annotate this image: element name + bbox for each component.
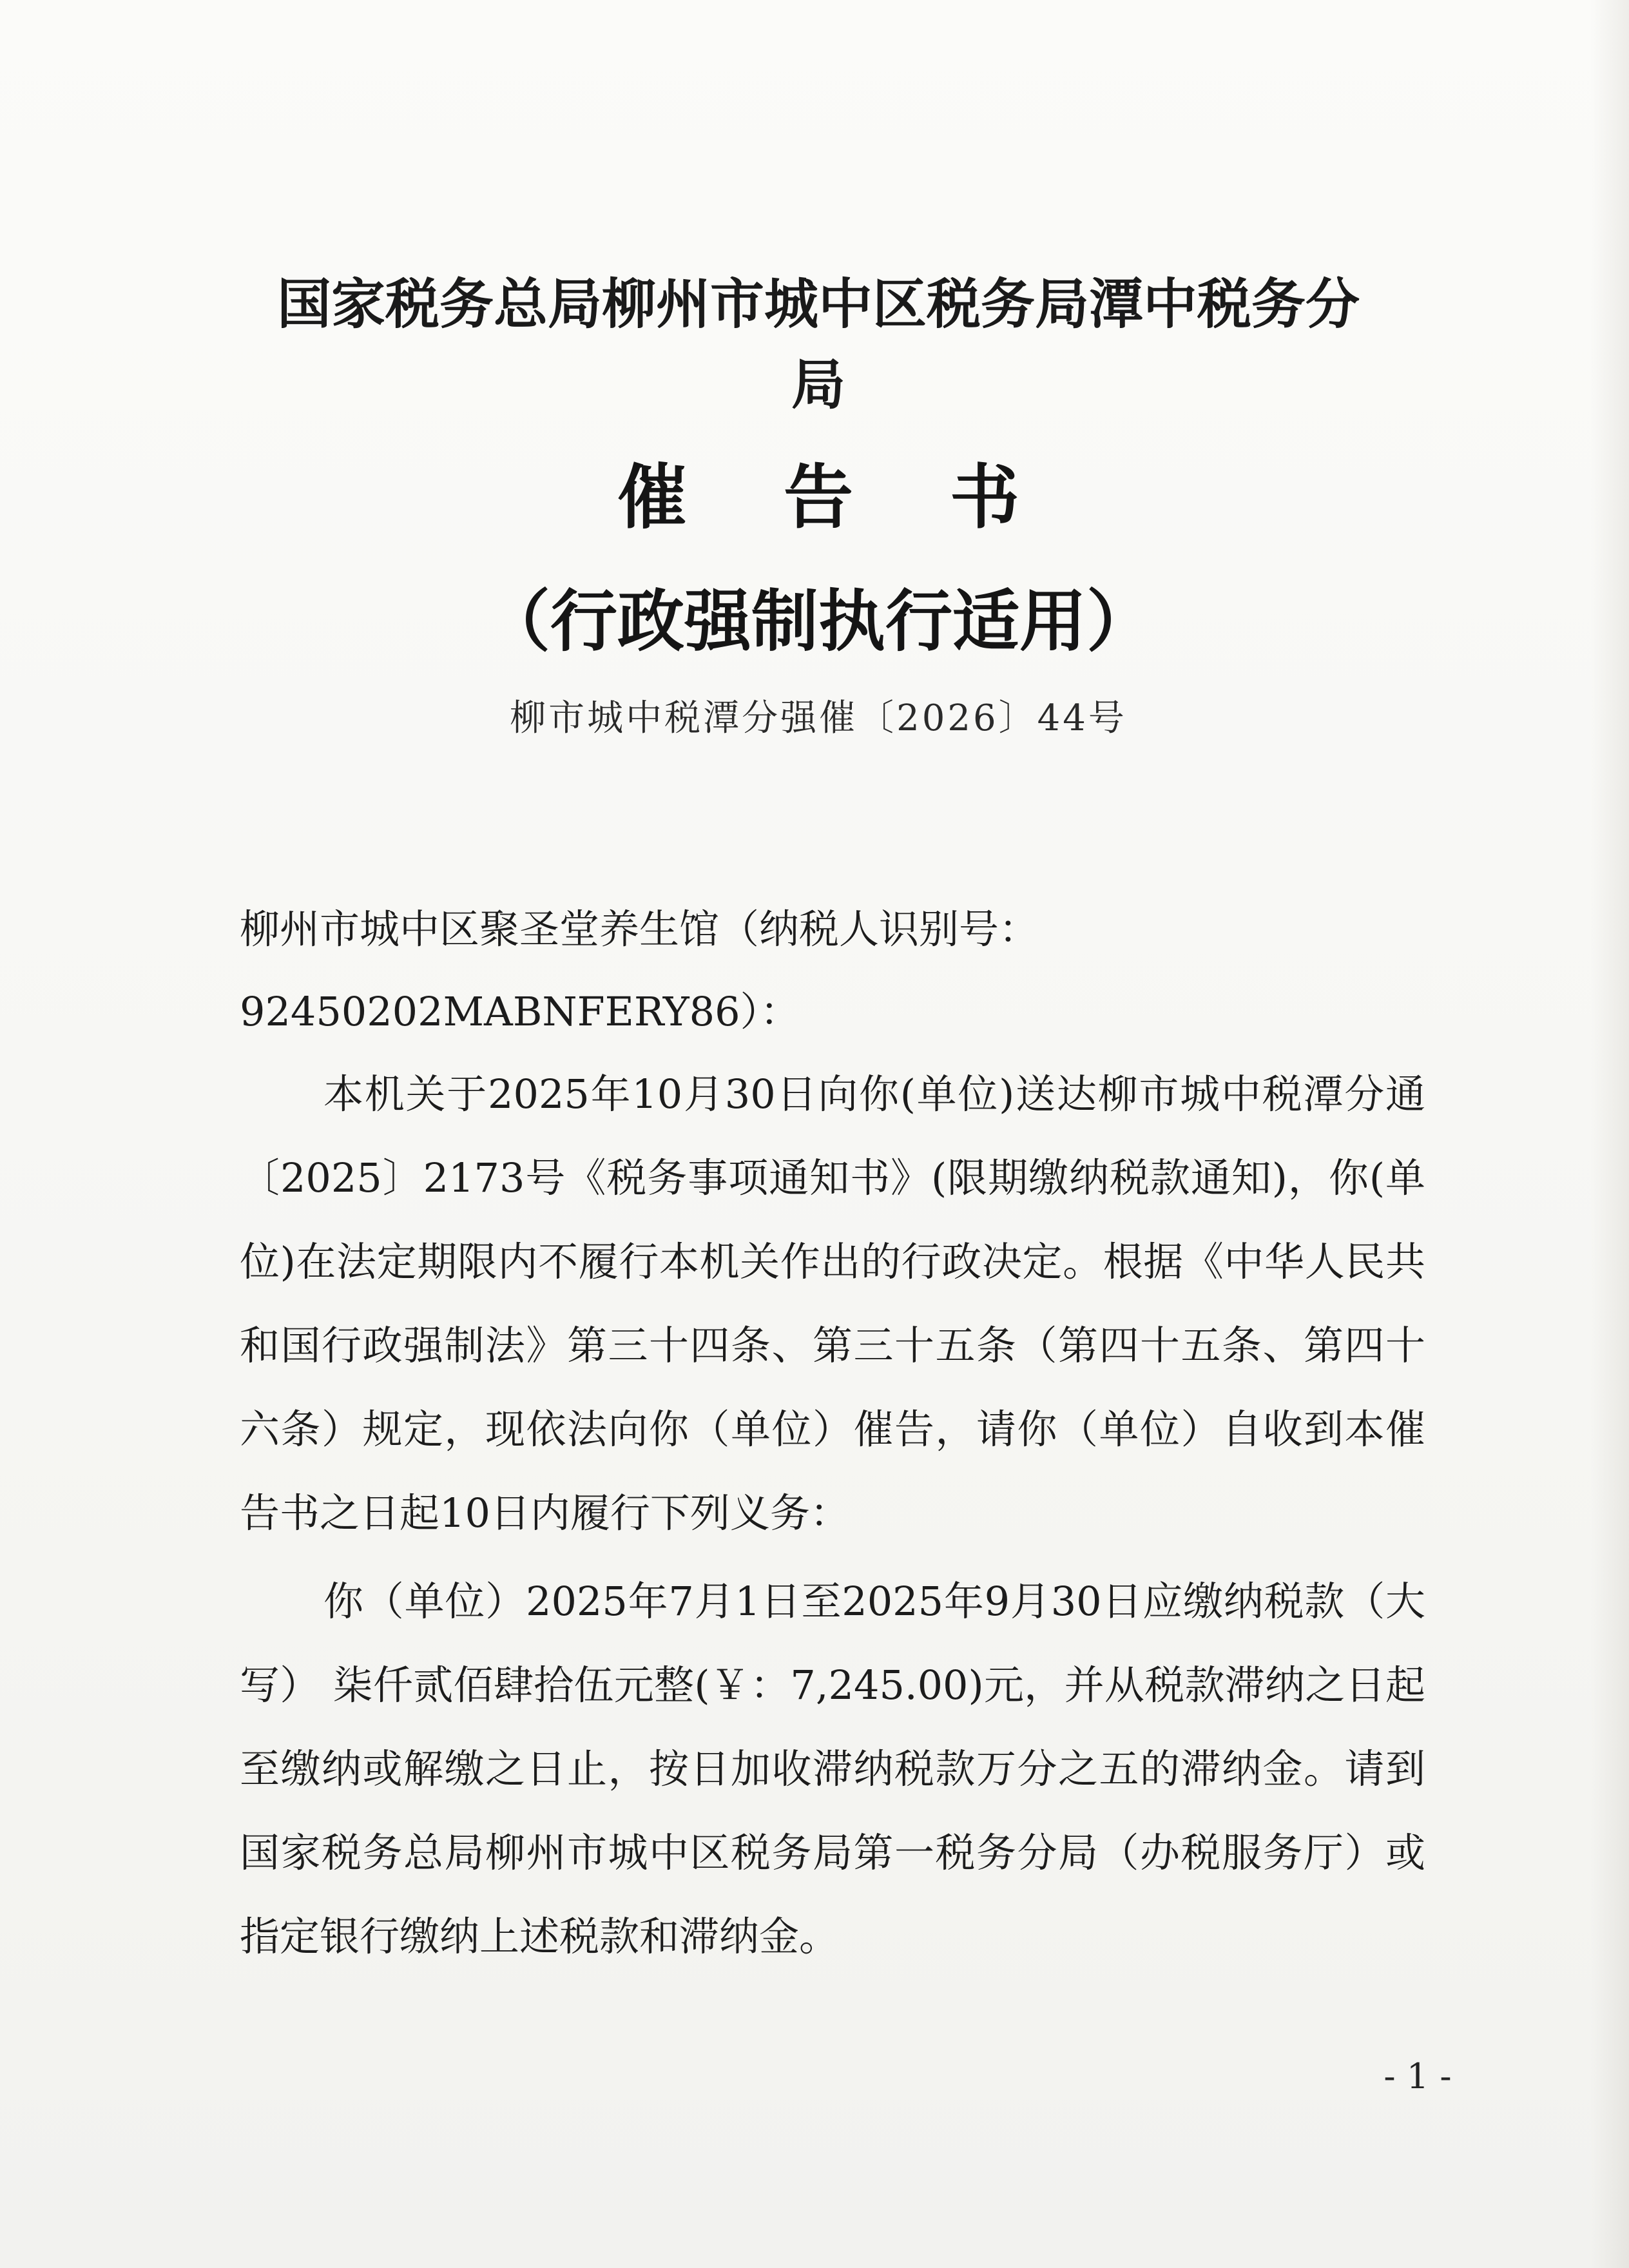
issuer-name-line2: 局: [791, 353, 845, 416]
document-title: 催告书: [617, 457, 1116, 538]
body-paragraph-2: 你（单位）2025年7月1日至2025年9月30日应缴纳税款（大写） 柒仟贰佰肆拾伍元整(￥：7,245.00)元，并从税款滞纳之日起至缴纳或解缴之日止，按日加收滞纳税款万分之五的滞纳金。请到国家税务总局柳州市城中区税务局第一税务分局（办税服务厅）或指定银行缴纳上述税款和滞纳金。: [240, 1578, 1425, 1960]
recipient-line1: 柳州市城中区聚圣堂养生馆（纳税人识别号：: [240, 906, 1039, 953]
document-subtitle: （行政强制执行适用）: [483, 581, 1153, 661]
document-number: 柳市城中税潭分强催〔2026〕44号: [510, 697, 1127, 739]
issuer-name-line1: 国家税务总局柳州市城中区税务局潭中税务分: [276, 272, 1360, 336]
paper-edge-shadow: [1590, 0, 1629, 2268]
recipient-line2: 92450202MABNFERY86）：: [240, 988, 800, 1035]
body-paragraph-1: 本机关于2025年10月30日向你(单位)送达柳市城中税潭分通〔2025〕2173号《税务事项通知书》(限期缴纳税款通知)，你(单位)在法定期限内不履行本机关作出的行政决定。根据《中华人民共和国行政强制法》第三十四条、第三十五条（第四十五条、第四十六条）规定，现依法向你（单位）催告，请你（单位）自收到本催告书之日起10日内履行下列义务：: [240, 1071, 1425, 1536]
page-number: - 1 -: [1383, 2056, 1452, 2097]
